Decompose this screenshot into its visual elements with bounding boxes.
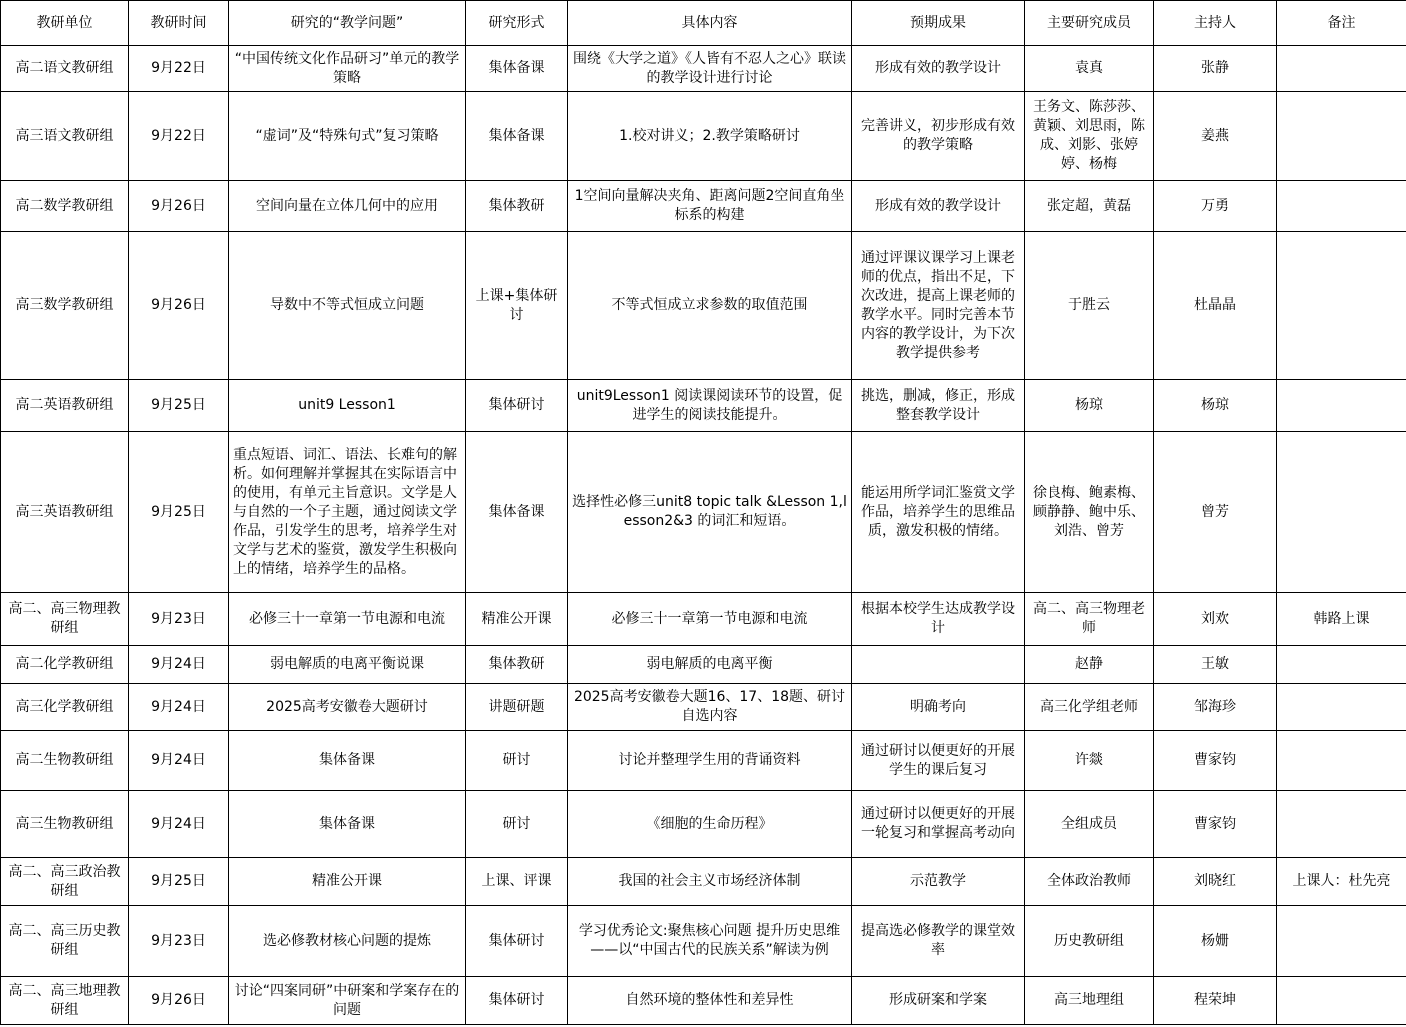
cell-problem: 集体备课 bbox=[229, 791, 466, 858]
cell-form: 集体研讨 bbox=[466, 977, 568, 1025]
table-row bbox=[1, 432, 1406, 593]
cell-members: 高三地理组 bbox=[1025, 977, 1154, 1025]
cell-content: 围绕《大学之道》《人皆有不忍人之心》联读的教学设计进行讨论 bbox=[568, 46, 852, 92]
cell-outcome: 能运用所学词汇鉴赏文学作品，培养学生的思维品质，激发积极的情绪。 bbox=[852, 432, 1025, 593]
cell-time: 9月22日 bbox=[129, 92, 229, 181]
cell-form: 集体备课 bbox=[466, 432, 568, 593]
cell-unit: 高二、高三政治教研组 bbox=[1, 858, 129, 906]
cell-time: 9月26日 bbox=[129, 977, 229, 1025]
cell-problem: 空间向量在立体几何中的应用 bbox=[229, 181, 466, 232]
header-members: 主要研究成员 bbox=[1025, 1, 1154, 46]
cell-problem: “虚词”及“特殊句式”复习策略 bbox=[229, 92, 466, 181]
cell-notes bbox=[1277, 731, 1406, 791]
cell-problem: 弱电解质的电离平衡说课 bbox=[229, 646, 466, 684]
table-row bbox=[1, 646, 1406, 684]
cell-members: 于胜云 bbox=[1025, 232, 1154, 380]
cell-members: 王务文、陈莎莎、黄颖、刘思雨，陈成、刘影、张婷婷、杨梅 bbox=[1025, 92, 1154, 181]
cell-content: 选择性必修三unit8 topic talk &Lesson 1,lesson2&3 的词汇和短语。 bbox=[568, 432, 852, 593]
cell-members: 历史教研组 bbox=[1025, 906, 1154, 977]
cell-unit: 高二语文教研组 bbox=[1, 46, 129, 92]
cell-problem: “中国传统文化作品研习”单元的教学策略 bbox=[229, 46, 466, 92]
cell-content: 2025高考安徽卷大题16、17、18题、研讨自选内容 bbox=[568, 684, 852, 731]
cell-host: 邹海珍 bbox=[1154, 684, 1277, 731]
cell-form: 集体研讨 bbox=[466, 380, 568, 432]
cell-unit: 高三英语教研组 bbox=[1, 432, 129, 593]
cell-content: 学习优秀论文:聚焦核心问题 提升历史思维——以“中国古代的民族关系”解读为例 bbox=[568, 906, 852, 977]
cell-time: 9月24日 bbox=[129, 684, 229, 731]
cell-unit: 高二数学教研组 bbox=[1, 181, 129, 232]
cell-content: 弱电解质的电离平衡 bbox=[568, 646, 852, 684]
cell-time: 9月25日 bbox=[129, 380, 229, 432]
cell-content: 自然环境的整体性和差异性 bbox=[568, 977, 852, 1025]
cell-unit: 高二、高三物理教研组 bbox=[1, 593, 129, 646]
cell-form: 集体备课 bbox=[466, 46, 568, 92]
cell-members: 徐良梅、鲍素梅、顾静静、鲍中乐、刘浩、曾芳 bbox=[1025, 432, 1154, 593]
table-row bbox=[1, 92, 1406, 181]
cell-content: 讨论并整理学生用的背诵资料 bbox=[568, 731, 852, 791]
cell-notes bbox=[1277, 646, 1406, 684]
cell-unit: 高二英语教研组 bbox=[1, 380, 129, 432]
cell-time: 9月23日 bbox=[129, 906, 229, 977]
cell-notes bbox=[1277, 232, 1406, 380]
table-row bbox=[1, 731, 1406, 791]
cell-problem: 集体备课 bbox=[229, 731, 466, 791]
header-unit: 教研单位 bbox=[1, 1, 129, 46]
cell-time: 9月26日 bbox=[129, 181, 229, 232]
cell-host: 曹家钧 bbox=[1154, 731, 1277, 791]
cell-unit: 高三语文教研组 bbox=[1, 92, 129, 181]
cell-content: 1.校对讲义；2.教学策略研讨 bbox=[568, 92, 852, 181]
table-row bbox=[1, 232, 1406, 380]
cell-members: 袁真 bbox=[1025, 46, 1154, 92]
cell-form: 研讨 bbox=[466, 791, 568, 858]
cell-members: 张定超，黄磊 bbox=[1025, 181, 1154, 232]
cell-members: 全组成员 bbox=[1025, 791, 1154, 858]
cell-outcome bbox=[852, 646, 1025, 684]
header-problem: 研究的“教学问题” bbox=[229, 1, 466, 46]
cell-notes bbox=[1277, 92, 1406, 181]
cell-content: 不等式恒成立求参数的取值范围 bbox=[568, 232, 852, 380]
header-notes: 备注 bbox=[1277, 1, 1406, 46]
header-outcome: 预期成果 bbox=[852, 1, 1025, 46]
table-row bbox=[1, 977, 1406, 1025]
table-row bbox=[1, 684, 1406, 731]
cell-members: 高三化学组老师 bbox=[1025, 684, 1154, 731]
table-body bbox=[1, 46, 1406, 1025]
cell-host: 刘晓红 bbox=[1154, 858, 1277, 906]
cell-form: 上课、评课 bbox=[466, 858, 568, 906]
cell-host: 杨琼 bbox=[1154, 380, 1277, 432]
cell-unit: 高二化学教研组 bbox=[1, 646, 129, 684]
table-row bbox=[1, 46, 1406, 92]
header-host: 主持人 bbox=[1154, 1, 1277, 46]
cell-time: 9月23日 bbox=[129, 593, 229, 646]
cell-form: 集体教研 bbox=[466, 181, 568, 232]
cell-host: 曹家钧 bbox=[1154, 791, 1277, 858]
cell-problem: 导数中不等式恒成立问题 bbox=[229, 232, 466, 380]
cell-notes bbox=[1277, 46, 1406, 92]
cell-time: 9月25日 bbox=[129, 432, 229, 593]
cell-host: 姜燕 bbox=[1154, 92, 1277, 181]
cell-host: 杜晶晶 bbox=[1154, 232, 1277, 380]
table-row bbox=[1, 791, 1406, 858]
cell-outcome: 挑选，删减，修正，形成整套教学设计 bbox=[852, 380, 1025, 432]
cell-host: 杨姗 bbox=[1154, 906, 1277, 977]
cell-host: 曾芳 bbox=[1154, 432, 1277, 593]
cell-host: 刘欢 bbox=[1154, 593, 1277, 646]
cell-host: 王敏 bbox=[1154, 646, 1277, 684]
cell-outcome: 提高选必修教学的课堂效率 bbox=[852, 906, 1025, 977]
cell-problem: 选必修教材核心问题的提炼 bbox=[229, 906, 466, 977]
cell-outcome: 通过评课议课学习上课老师的优点，指出不足，下次改进，提高上课老师的教学水平。同时完善本节内容的教学设计，为下次教学提供参考 bbox=[852, 232, 1025, 380]
cell-problem: 必修三十一章第一节电源和电流 bbox=[229, 593, 466, 646]
table-row bbox=[1, 380, 1406, 432]
table-row bbox=[1, 858, 1406, 906]
cell-unit: 高三数学教研组 bbox=[1, 232, 129, 380]
cell-problem: 2025高考安徽卷大题研讨 bbox=[229, 684, 466, 731]
cell-outcome: 示范教学 bbox=[852, 858, 1025, 906]
cell-form: 集体备课 bbox=[466, 92, 568, 181]
cell-members: 许燚 bbox=[1025, 731, 1154, 791]
cell-host: 张静 bbox=[1154, 46, 1277, 92]
cell-form: 集体研讨 bbox=[466, 906, 568, 977]
cell-notes bbox=[1277, 977, 1406, 1025]
cell-host: 万勇 bbox=[1154, 181, 1277, 232]
cell-form: 研讨 bbox=[466, 731, 568, 791]
cell-problem: 重点短语、词汇、语法、长难句的解析。如何理解并掌握其在实际语言中的使用，有单元主旨意识。文学是人与自然的一个子主题，通过阅读文学作品，引发学生的思考，培养学生对文学与艺术的鉴赏，激发学生积极向上的情绪，培养学生的品格。 bbox=[229, 432, 466, 593]
cell-time: 9月24日 bbox=[129, 791, 229, 858]
cell-unit: 高二、高三地理教研组 bbox=[1, 977, 129, 1025]
header-time: 教研时间 bbox=[129, 1, 229, 46]
cell-form: 上课+集体研讨 bbox=[466, 232, 568, 380]
cell-outcome: 通过研讨以便更好的开展一轮复习和掌握高考动向 bbox=[852, 791, 1025, 858]
cell-outcome: 明确考向 bbox=[852, 684, 1025, 731]
cell-notes bbox=[1277, 791, 1406, 858]
cell-notes bbox=[1277, 684, 1406, 731]
cell-form: 精准公开课 bbox=[466, 593, 568, 646]
cell-outcome: 形成研案和学案 bbox=[852, 977, 1025, 1025]
cell-notes: 韩路上课 bbox=[1277, 593, 1406, 646]
cell-outcome: 完善讲义，初步形成有效的教学策略 bbox=[852, 92, 1025, 181]
cell-form: 讲题研题 bbox=[466, 684, 568, 731]
cell-problem: 讨论“四案同研”中研案和学案存在的问题 bbox=[229, 977, 466, 1025]
cell-notes bbox=[1277, 906, 1406, 977]
cell-unit: 高三生物教研组 bbox=[1, 791, 129, 858]
cell-outcome: 通过研讨以便更好的开展学生的课后复习 bbox=[852, 731, 1025, 791]
header-form: 研究形式 bbox=[466, 1, 568, 46]
cell-time: 9月22日 bbox=[129, 46, 229, 92]
cell-content: 《细胞的生命历程》 bbox=[568, 791, 852, 858]
cell-content: unit9Lesson1 阅读课阅读环节的设置，促进学生的阅读技能提升。 bbox=[568, 380, 852, 432]
table-row bbox=[1, 593, 1406, 646]
cell-form: 集体教研 bbox=[466, 646, 568, 684]
cell-content: 必修三十一章第一节电源和电流 bbox=[568, 593, 852, 646]
cell-unit: 高二生物教研组 bbox=[1, 731, 129, 791]
cell-members: 杨琼 bbox=[1025, 380, 1154, 432]
cell-unit: 高三化学教研组 bbox=[1, 684, 129, 731]
cell-content: 1空间向量解决夹角、距离问题2空间直角坐标系的构建 bbox=[568, 181, 852, 232]
header-row bbox=[1, 1, 1406, 46]
cell-outcome: 形成有效的教学设计 bbox=[852, 46, 1025, 92]
cell-members: 全体政治教师 bbox=[1025, 858, 1154, 906]
cell-time: 9月24日 bbox=[129, 731, 229, 791]
cell-unit: 高二、高三历史教研组 bbox=[1, 906, 129, 977]
cell-notes bbox=[1277, 432, 1406, 593]
cell-host: 程荣坤 bbox=[1154, 977, 1277, 1025]
cell-outcome: 根据本校学生达成教学设计 bbox=[852, 593, 1025, 646]
table-row bbox=[1, 181, 1406, 232]
cell-problem: 精准公开课 bbox=[229, 858, 466, 906]
header-content: 具体内容 bbox=[568, 1, 852, 46]
cell-notes bbox=[1277, 380, 1406, 432]
cell-notes: 上课人：杜先亮 bbox=[1277, 858, 1406, 906]
cell-content: 我国的社会主义市场经济体制 bbox=[568, 858, 852, 906]
cell-notes bbox=[1277, 181, 1406, 232]
cell-time: 9月26日 bbox=[129, 232, 229, 380]
table-row bbox=[1, 906, 1406, 977]
cell-outcome: 形成有效的教学设计 bbox=[852, 181, 1025, 232]
cell-members: 赵静 bbox=[1025, 646, 1154, 684]
cell-problem: unit9 Lesson1 bbox=[229, 380, 466, 432]
cell-time: 9月25日 bbox=[129, 858, 229, 906]
cell-time: 9月24日 bbox=[129, 646, 229, 684]
cell-members: 高二、高三物理老师 bbox=[1025, 593, 1154, 646]
